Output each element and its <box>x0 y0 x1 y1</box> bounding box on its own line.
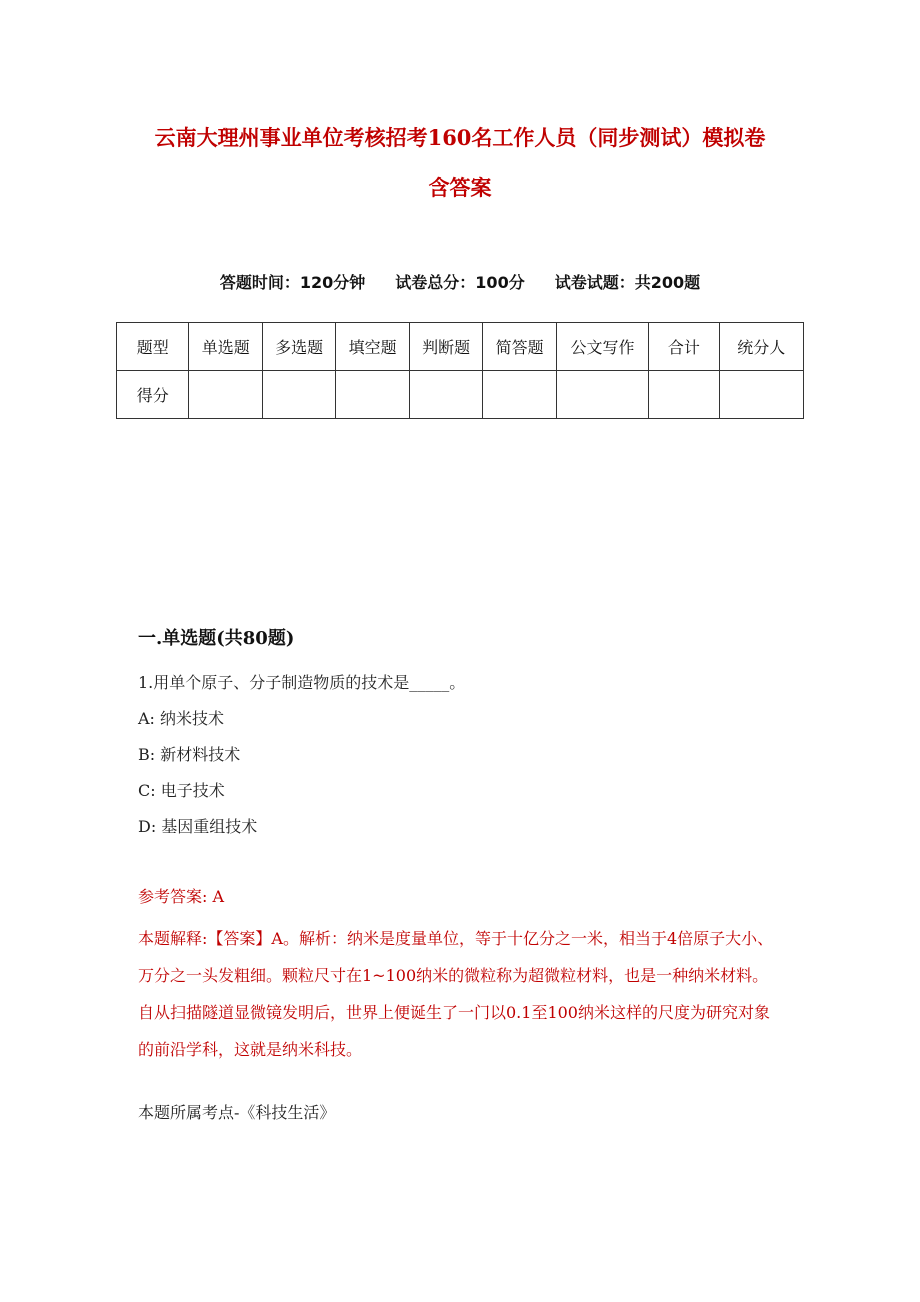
header-cell-type: 题型 <box>117 323 189 371</box>
score-cell <box>262 371 335 419</box>
header-cell-scorer: 统分人 <box>719 323 803 371</box>
exam-total-questions: 试卷试题：共200题 <box>554 273 701 292</box>
score-cell <box>719 371 803 419</box>
exam-info <box>0 270 920 293</box>
section-heading: 一.单选题(共80题) <box>138 628 295 649</box>
exam-time: 答题时间：120分钟 <box>219 273 366 292</box>
header-cell-multiple-choice: 多选题 <box>262 323 335 371</box>
header-cell-true-false: 判断题 <box>409 323 482 371</box>
header-cell-single-choice: 单选题 <box>189 323 262 371</box>
score-cell <box>556 371 648 419</box>
option-c: C: 电子技术 <box>138 781 225 800</box>
score-cell <box>336 371 409 419</box>
score-cell <box>409 371 482 419</box>
header-cell-short-answer: 简答题 <box>483 323 556 371</box>
score-cell <box>189 371 262 419</box>
option-a: A: 纳米技术 <box>138 709 225 728</box>
score-cell <box>483 371 556 419</box>
option-b: B: 新材料技术 <box>138 745 241 764</box>
option-d: D: 基因重组技术 <box>138 817 258 836</box>
question-topic: 本题所属考点-《科技生活》 <box>138 1103 336 1122</box>
document-title: 云南大理州事业单位考核招考160名工作人员（同步测试）模拟卷 <box>154 125 766 150</box>
header-cell-fill-blank: 填空题 <box>336 323 409 371</box>
question-stem: 1.用单个原子、分子制造物质的技术是_____。 <box>138 673 466 692</box>
row-label-score: 得分 <box>117 371 189 419</box>
header-cell-official-writing: 公文写作 <box>556 323 648 371</box>
score-table-header-row <box>117 323 804 371</box>
document-title-continued: 含答案 <box>428 175 492 200</box>
score-table-score-row <box>117 371 804 419</box>
reference-answer: 参考答案: A <box>138 887 225 906</box>
score-table <box>116 322 804 419</box>
exam-total-score: 试卷总分：100分 <box>395 273 525 292</box>
score-cell <box>649 371 719 419</box>
answer-explanation: 本题解释:【答案】A。解析：纳米是度量单位，等于十亿分之一米，相当于4倍原子大小、万分之一头发粗细。颗粒尺寸在1~100纳米的微粒称为超微粒材料，也是一种纳米材料。自从扫描隧道显微镜发明后，世界上便诞生了一门以0.1至100纳米这样的尺度为研究对象的前沿学科，这就是纳米科技。 <box>138 929 774 1059</box>
header-cell-total: 合计 <box>649 323 719 371</box>
